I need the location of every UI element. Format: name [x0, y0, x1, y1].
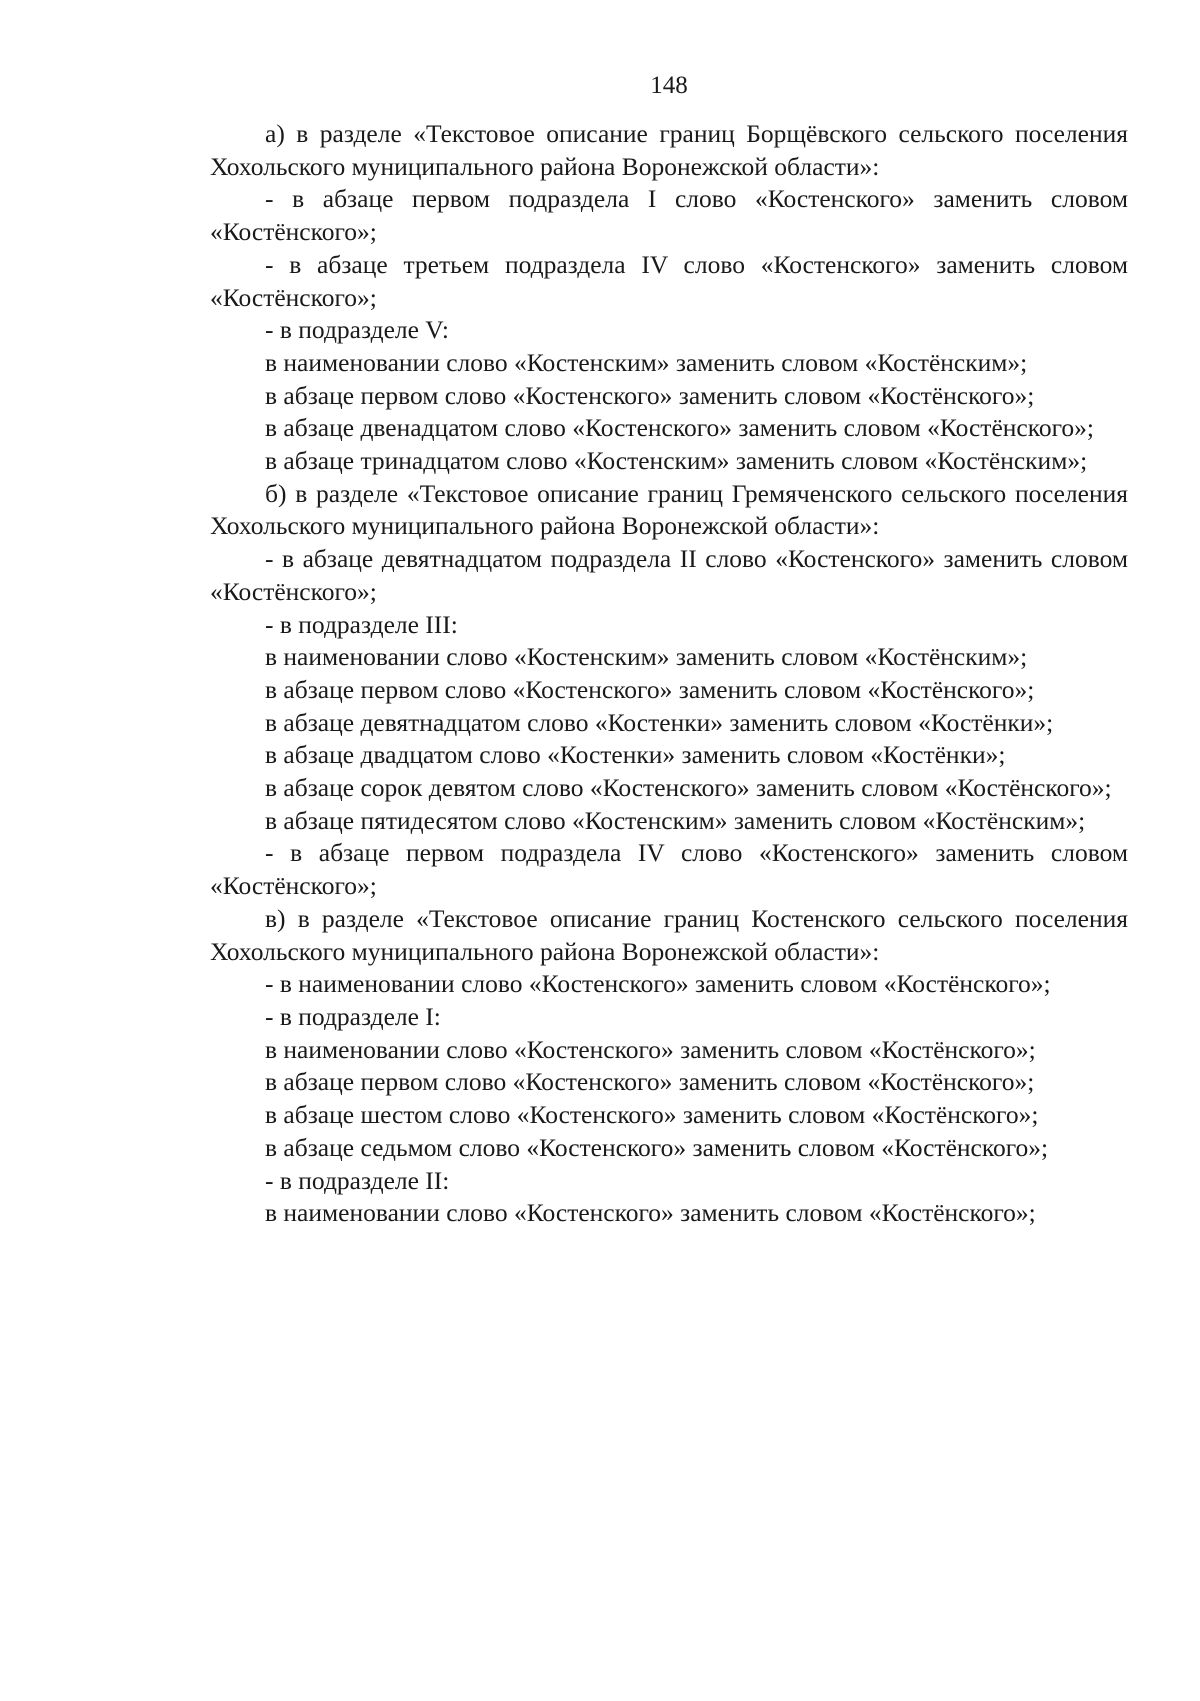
page-number: 148: [650, 72, 688, 99]
paragraph: в наименовании слово «Костенским» заменить словом «Костёнским»;: [265, 642, 1028, 672]
paragraph: в абзаце седьмом слово «Костенского» заменить словом «Костёнского»;: [265, 1132, 1049, 1162]
paragraph: - в абзаце первом подраздела IV слово «Костенского» заменить словом «Костёнского»;: [210, 838, 1128, 901]
paragraph: в абзаце тринадцатом слово «Костенским» заменить словом «Костёнским»;: [265, 446, 1088, 476]
paragraph: - в подразделе II:: [265, 1165, 450, 1195]
paragraph: - в подразделе V:: [265, 315, 449, 345]
paragraph: - в подразделе I:: [265, 1001, 441, 1031]
paragraph: в абзаце первом слово «Костенского» заменить словом «Костёнского»;: [265, 674, 1035, 704]
paragraph: в абзаце двадцатом слово «Костенки» заменить словом «Костёнки»;: [265, 740, 1006, 770]
paragraph: в наименовании слово «Костенского» заменить словом «Костёнского»;: [265, 1198, 1036, 1228]
paragraph: - в абзаце третьем подраздела IV слово «Костенского» заменить словом «Костёнского»;: [210, 249, 1128, 312]
document-body: [210, 118, 1128, 1230]
paragraph: в абзаце пятидесятом слово «Костенским» заменить словом «Костёнским»;: [265, 805, 1086, 835]
paragraph-b-heading: б) в разделе «Текстовое описание границ Гремяченского сельского поселения Хохольского муниципального района Воронежской области»:: [210, 478, 1128, 541]
paragraph: в абзаце первом слово «Костенского» заменить словом «Костёнского»;: [265, 380, 1035, 410]
paragraph: в абзаце девятнадцатом слово «Костенки» заменить словом «Костёнки»;: [265, 707, 1054, 737]
paragraph-c-heading: в) в разделе «Текстовое описание границ Костенского сельского поселения Хохольского муниципального района Воронежской области»:: [210, 903, 1128, 966]
paragraph-a-heading: а) в разделе «Текстовое описание границ Борщёвского сельского поселения Хохольского муниципального района Воронежской области»:: [210, 119, 1128, 181]
paragraph: в абзаце первом слово «Костенского» заменить словом «Костёнского»;: [265, 1067, 1035, 1097]
paragraph: - в абзаце девятнадцатом подраздела II слово «Костенского» заменить словом «Костёнского»;: [210, 544, 1128, 606]
paragraph: - в наименовании слово «Костенского» заменить словом «Костёнского»;: [265, 969, 1051, 999]
paragraph: в наименовании слово «Костенским» заменить словом «Костёнским»;: [265, 347, 1028, 377]
paragraph: - в подразделе III:: [265, 609, 458, 639]
paragraph: в абзаце шестом слово «Костенского» заменить словом «Костёнского»;: [265, 1100, 1039, 1130]
paragraph: в абзаце сорок девятом слово «Костенского» заменить словом «Костёнского»;: [265, 773, 1112, 803]
paragraph: в наименовании слово «Костенского» заменить словом «Костёнского»;: [265, 1034, 1036, 1064]
paragraph: - в абзаце первом подраздела I слово «Костенского» заменить словом «Костёнского»;: [210, 184, 1128, 247]
paragraph: в абзаце двенадцатом слово «Костенского» заменить словом «Костёнского»;: [265, 413, 1094, 443]
